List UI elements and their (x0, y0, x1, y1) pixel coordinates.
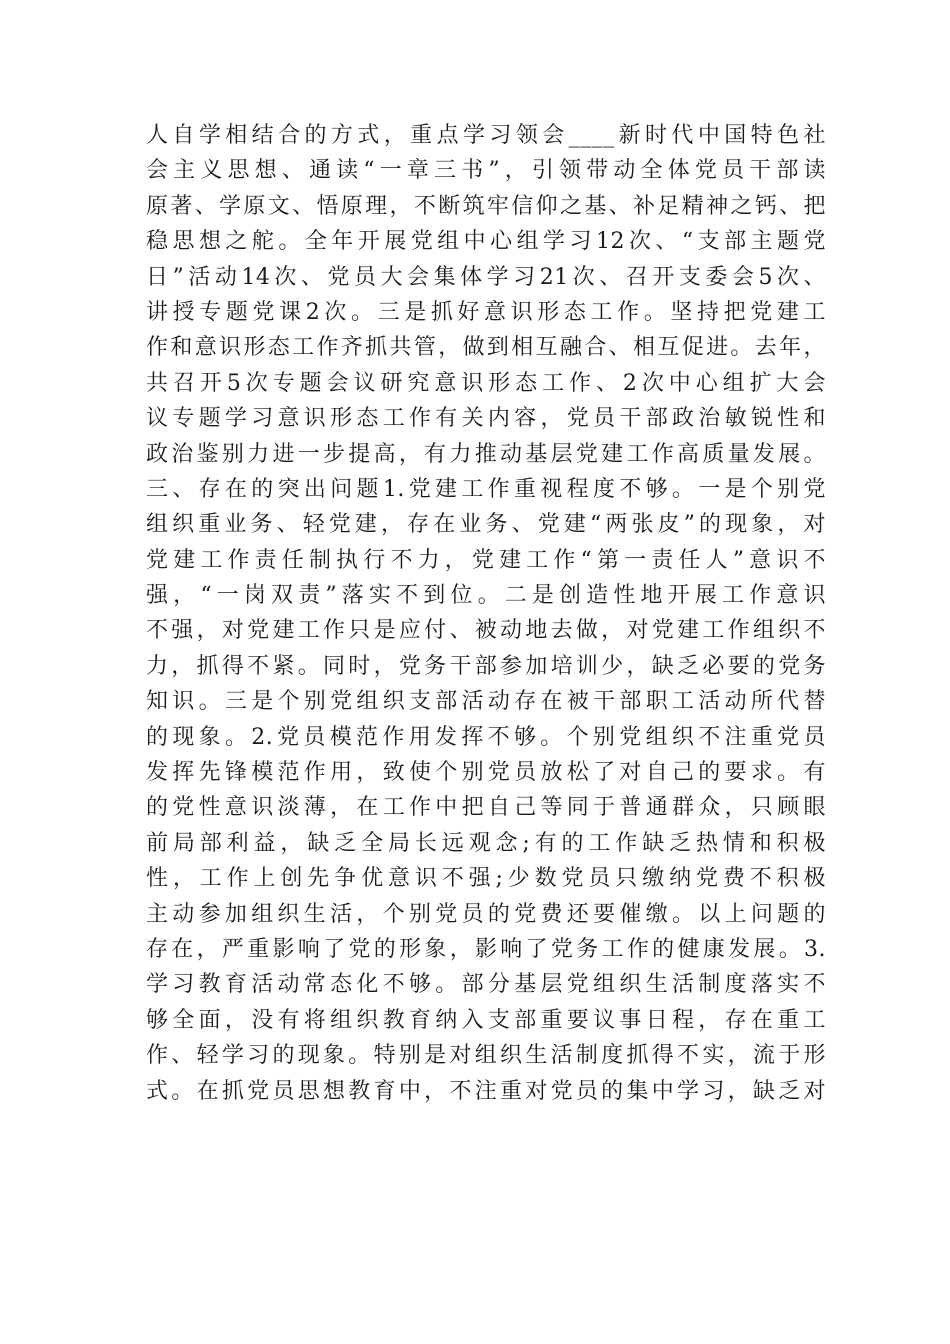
text-line: 强，“一岗双责”落实不到位。二是创造性地开展工作意识 (146, 583, 826, 609)
body-text (146, 118, 826, 1109)
text-line: 稳思想之舵。全年开展党组中心组学习12次、“支部主题党 (146, 229, 826, 255)
text-line: 式。在抓党员思想教育中，不注重对党员的集中学习，缺乏对 (146, 1078, 826, 1104)
text-line: 议专题学习意识形态工作有关内容，党员干部政治敏锐性和 (146, 406, 826, 432)
text-line: 存在，严重影响了党的形象，影响了党务工作的健康发展。3. (146, 936, 826, 962)
text-line: 力，抓得不紧。同时，党务干部参加培训少，缺乏必要的党务 (146, 653, 826, 679)
text-line: 前局部利益，缺乏全局长远观念;有的工作缺乏热情和积极 (146, 830, 826, 856)
text-line: 原著、学原文、悟原理，不断筑牢信仰之基、补足精神之钙、把 (146, 193, 826, 219)
text-line: 学习教育活动常态化不够。部分基层党组织生活制度落实不 (146, 972, 826, 998)
text-line: 日”活动14次、党员大会集体学习21次、召开支委会5次、 (146, 264, 826, 290)
text-line: 知识。三是个别党组织支部活动存在被干部职工活动所代替 (146, 689, 826, 715)
text-line: 性，工作上创先争优意识不强;少数党员只缴纳党费不积极 (146, 866, 826, 892)
text-line: 政治鉴别力进一步提高，有力推动基层党建工作高质量发展。 (146, 441, 826, 467)
text-line: 作、轻学习的现象。特别是对组织生活制度抓得不实，流于形 (146, 1043, 826, 1069)
text-line: 发挥先锋模范作用，致使个别党员放松了对自己的要求。有 (146, 760, 826, 786)
text-line: 的现象。2.党员模范作用发挥不够。个别党组织不注重党员 (146, 724, 826, 750)
text-line: 会主义思想、通读“一章三书”，引领带动全体党员干部读 (146, 158, 826, 184)
text-line: 三、存在的突出问题1.党建工作重视程度不够。一是个别党 (146, 476, 826, 502)
text-line: 人自学相结合的方式，重点学习领会____新时代中国特色社 (146, 123, 826, 148)
text-line: 作和意识形态工作齐抓共管，做到相互融合、相互促进。去年， (146, 335, 826, 361)
text-line: 不强，对党建工作只是应付、被动地去做，对党建工作组织不 (146, 618, 826, 644)
text-line: 的党性意识淡薄，在工作中把自己等同于普通群众，只顾眼 (146, 795, 826, 821)
text-line: 够全面，没有将组织教育纳入支部重要议事日程，存在重工 (146, 1007, 826, 1033)
text-line: 组织重业务、轻党建，存在业务、党建“两张皮”的现象，对 (146, 512, 826, 538)
text-line: 讲授专题党课2次。三是抓好意识形态工作。坚持把党建工 (146, 299, 826, 325)
text-line: 党建工作责任制执行不力，党建工作“第一责任人”意识不 (146, 547, 826, 573)
text-line: 共召开5次专题会议研究意识形态工作、2次中心组扩大会 (146, 370, 826, 396)
text-line: 主动参加组织生活，个别党员的党费还要催缴。以上问题的 (146, 901, 826, 927)
